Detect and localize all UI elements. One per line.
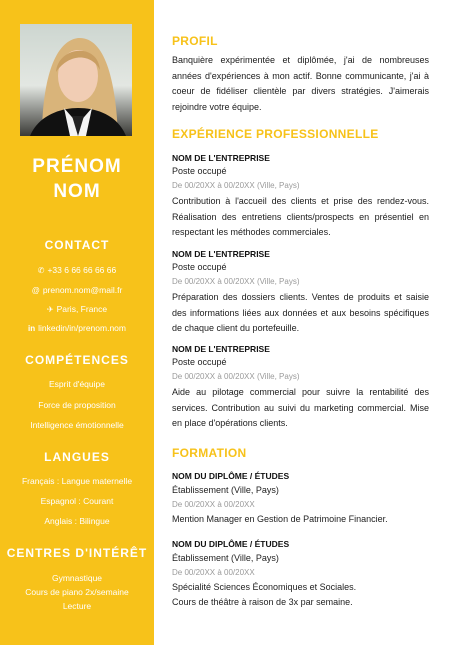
language-item: Anglais : Bilingue	[44, 516, 110, 526]
experience-description: Préparation des dossiers clients. Ventes de produits et saisie des informations liées aux données et aux besoins spécifiques de chaque client du portefeuille.	[172, 292, 429, 333]
skill-item: Intelligence émotionnelle	[30, 420, 124, 430]
formation-degree: NOM DU DIPLÔME / ÉTUDES	[172, 539, 290, 549]
experience-dates: De 00/20XX à 00/20XX (Ville, Pays)	[172, 372, 300, 381]
skills-heading: COMPÉTENCES	[25, 353, 129, 367]
formation-degree: NOM DU DIPLÔME / ÉTUDES	[172, 471, 290, 481]
formation-school: Établissement (Ville, Pays)	[172, 553, 279, 563]
interest-item: Lecture	[62, 601, 92, 611]
contact-heading: CONTACT	[44, 238, 110, 252]
experience-role: Poste occupé	[172, 357, 227, 367]
last-name: NOM	[53, 181, 101, 202]
profile-text: Banquière expérimentée et diplômée, j'ai de nombreuses années d'expériences à mon actif. Bonne communicante, j'ai à coeur de fidéliser clientèle par divers stratégies. J'aimerais rejoindre votre équipe.	[172, 55, 429, 112]
interest-item: Cours de piano 2x/semaine	[25, 587, 129, 597]
contact-phone: ✆ +33 6 66 66 66 66	[37, 265, 117, 275]
experience-company: NOM DE L'ENTREPRISE	[172, 153, 270, 163]
contact-location: ✈ Paris, France	[46, 304, 108, 314]
candidate-name	[0, 154, 154, 204]
formation-dates: De 00/20XX à 00/20XX	[172, 568, 255, 577]
contact-linkedin: in linkedin/in/prenom.nom	[28, 323, 126, 333]
experience-description: Contribution à l'accueil des clients et prise des rendez-vous. Réalisation des entretiens clients/prospects en présentiel en respectant les méthodes commerciales.	[172, 196, 429, 237]
linkedin-icon: in	[28, 324, 36, 333]
experience-dates: De 00/20XX à 00/20XX (Ville, Pays)	[172, 181, 300, 190]
experience-dates: De 00/20XX à 00/20XX (Ville, Pays)	[172, 277, 300, 286]
formation-detail: Mention Manager en Gestion de Patrimoine Financier.	[172, 514, 388, 524]
experience-company: NOM DE L'ENTREPRISE	[172, 249, 270, 259]
experience-heading: EXPÉRIENCE PROFESSIONNELLE	[172, 127, 379, 141]
formation-detail: Cours de théâtre à raison de 3x par semaine.	[172, 597, 353, 607]
languages-heading: LANGUES	[44, 450, 110, 464]
interest-item: Gymnastique	[51, 573, 103, 583]
pin-icon: ✈	[46, 305, 54, 314]
at-icon: @	[31, 286, 40, 295]
phone-icon: ✆	[37, 266, 45, 275]
skill-item: Esprit d'équipe	[49, 379, 105, 389]
language-item: Espagnol : Courant	[40, 496, 114, 506]
formation-dates: De 00/20XX à 00/20XX	[172, 500, 255, 509]
profile-photo	[20, 24, 132, 136]
sidebar	[0, 0, 154, 645]
interests-heading: CENTRES D'INTÉRÊT	[6, 546, 148, 560]
formation-detail: Spécialité Sciences Économiques et Sociales.	[172, 582, 357, 592]
profile-heading: PROFIL	[172, 34, 218, 48]
contact-email: @ prenom.nom@mail.fr	[31, 285, 123, 295]
language-item: Français : Langue maternelle	[21, 476, 133, 486]
experience-description: Aide au pilotage commercial pour suivre la rentabilité des services. Contribution au suivi du marketing commercial. Mise en place d'opérations clients.	[172, 387, 429, 428]
experience-role: Poste occupé	[172, 262, 227, 272]
formation-school: Établissement (Ville, Pays)	[172, 485, 279, 495]
experience-company: NOM DE L'ENTREPRISE	[172, 344, 270, 354]
first-name: PRÉNOM	[32, 156, 122, 177]
skill-item: Force de proposition	[38, 400, 116, 410]
formation-heading: FORMATION	[172, 446, 247, 460]
experience-role: Poste occupé	[172, 166, 227, 176]
